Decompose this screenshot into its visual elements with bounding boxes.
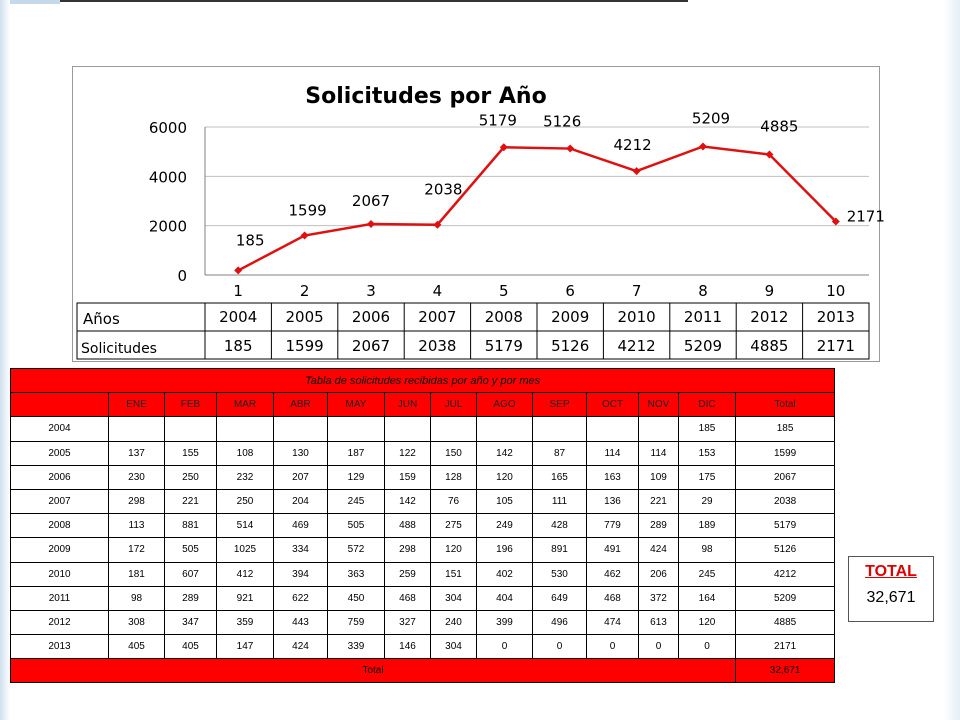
table-cell	[274, 417, 328, 441]
table-cell: 469	[274, 514, 328, 538]
x-tick-label: 10	[826, 282, 846, 300]
table-cell: 206	[639, 562, 679, 586]
column-header: DIC	[679, 393, 736, 417]
table-row	[11, 441, 835, 465]
table-cell: 0	[533, 635, 587, 659]
table-cell: 172	[109, 538, 165, 562]
data-label: 5209	[691, 109, 731, 128]
table-row	[11, 489, 835, 513]
column-header: ABR	[274, 393, 328, 417]
table-cell: 130	[274, 441, 328, 465]
table-cell: 76	[431, 489, 477, 513]
table-total-row	[11, 659, 835, 683]
table-cell: 372	[639, 586, 679, 610]
data-point	[699, 143, 707, 151]
table-cell: 187	[328, 441, 385, 465]
table-cell: 120	[431, 538, 477, 562]
table-cell: 189	[679, 514, 736, 538]
table-row	[11, 610, 835, 634]
table-header-row	[11, 393, 835, 417]
decorative-right-stripe	[944, 0, 960, 720]
data-table-value: 4212	[617, 337, 656, 355]
data-table-year: 2005	[285, 308, 324, 326]
table-cell: 122	[385, 441, 431, 465]
table-cell: 275	[431, 514, 477, 538]
table-cell	[587, 417, 639, 441]
table-cell: 196	[477, 538, 533, 562]
table-cell: 146	[385, 635, 431, 659]
table-cell: 245	[328, 489, 385, 513]
column-header	[11, 393, 109, 417]
table-cell: 289	[639, 514, 679, 538]
table-cell: 308	[109, 610, 165, 634]
table-cell: 496	[533, 610, 587, 634]
table-cell: 2007	[11, 489, 109, 513]
table-cell	[165, 417, 217, 441]
table-cell: 2013	[11, 635, 109, 659]
table-cell: 424	[274, 635, 328, 659]
table-cell: 185	[679, 417, 736, 441]
data-table-year: 2011	[683, 308, 723, 326]
data-table-value: 1599	[285, 337, 324, 355]
data-table-year: 2010	[617, 308, 656, 326]
data-table-value: 185	[223, 337, 253, 355]
table-cell: 4212	[736, 562, 835, 586]
table-row	[11, 586, 835, 610]
table-cell: 165	[533, 465, 587, 489]
column-header: NOV	[639, 393, 679, 417]
y-tick-label: 4000	[148, 168, 187, 187]
x-tick-label: 8	[698, 282, 708, 300]
data-table-year: 2006	[351, 308, 391, 326]
table-cell: 0	[477, 635, 533, 659]
table-cell: 572	[328, 538, 385, 562]
table-cell: 891	[533, 538, 587, 562]
table-cell: 359	[217, 610, 274, 634]
table-cell: 87	[533, 441, 587, 465]
table-cell: 2011	[11, 586, 109, 610]
column-header: OCT	[587, 393, 639, 417]
table-cell: 2005	[11, 441, 109, 465]
data-label: 2038	[424, 180, 463, 199]
table-row	[11, 562, 835, 586]
table-cell	[533, 417, 587, 441]
grand-total-box	[848, 556, 934, 622]
grand-total-value: 32,671	[866, 589, 916, 606]
table-cell: 468	[587, 586, 639, 610]
table-cell: 474	[587, 610, 639, 634]
table-cell: 779	[587, 514, 639, 538]
table-cell: 2009	[11, 538, 109, 562]
chart-panel	[72, 66, 885, 362]
table-cell: 304	[431, 635, 477, 659]
table-cell: 120	[477, 465, 533, 489]
table-cell: 488	[385, 514, 431, 538]
table-cell: 249	[477, 514, 533, 538]
table-cell: 259	[385, 562, 431, 586]
table-cell: 412	[217, 562, 274, 586]
table-cell: 137	[109, 441, 165, 465]
table-cell: 2038	[736, 489, 835, 513]
series-line	[235, 147, 836, 271]
column-header: AGO	[477, 393, 533, 417]
table-cell: 111	[533, 489, 587, 513]
table-cell: 514	[217, 514, 274, 538]
y-tick-label: 0	[177, 267, 187, 285]
table-cell: 530	[533, 562, 587, 586]
column-header: Total	[736, 393, 835, 417]
table-cell: 108	[217, 441, 274, 465]
table-cell: 151	[431, 562, 477, 586]
column-header: JUL	[431, 393, 477, 417]
x-tick-label: 3	[366, 282, 376, 300]
data-label: 4212	[613, 136, 652, 155]
table-cell	[385, 417, 431, 441]
data-table-value: 2171	[816, 337, 855, 355]
table-cell: 613	[639, 610, 679, 634]
table-cell: 98	[109, 586, 165, 610]
x-tick-label: 9	[764, 282, 775, 300]
column-header: MAY	[328, 393, 385, 417]
data-label: 2171	[846, 207, 885, 226]
table-cell: 114	[587, 441, 639, 465]
column-header: FEB	[165, 393, 217, 417]
table-cell: 150	[431, 441, 477, 465]
data-table-value: 5126	[551, 337, 590, 355]
table-cell: 29	[679, 489, 736, 513]
data-label: 4885	[760, 117, 799, 136]
chart-title: Solicitudes por Año	[305, 84, 547, 109]
x-tick-label: 1	[233, 282, 243, 300]
table-cell: 113	[109, 514, 165, 538]
data-table-year: 2009	[551, 308, 590, 326]
table-cell: 109	[639, 465, 679, 489]
table-cell: 204	[274, 489, 328, 513]
table-cell	[477, 417, 533, 441]
table-cell: 304	[431, 586, 477, 610]
table-cell: 450	[328, 586, 385, 610]
column-header: SEP	[533, 393, 587, 417]
table-cell: 0	[639, 635, 679, 659]
x-tick-label: 5	[499, 282, 509, 300]
table-cell: 181	[109, 562, 165, 586]
data-label: 1599	[288, 201, 327, 220]
table-cell: 221	[639, 489, 679, 513]
table-cell: 105	[477, 489, 533, 513]
line-chart	[73, 67, 885, 361]
table-cell: 250	[217, 489, 274, 513]
table-cell: 245	[679, 562, 736, 586]
table-cell: 155	[165, 441, 217, 465]
data-label: 5126	[543, 112, 582, 131]
x-tick-label: 6	[565, 282, 575, 300]
table-cell: 2006	[11, 465, 109, 489]
decorative-left-stripe	[0, 0, 10, 720]
x-tick-label: 2	[299, 282, 310, 300]
decorative-top-line	[60, 0, 688, 2]
data-label: 5179	[478, 111, 517, 130]
table-cell: 405	[109, 635, 165, 659]
table-cell: 147	[217, 635, 274, 659]
table-row	[11, 635, 835, 659]
table-cell: 2004	[11, 417, 109, 441]
table-cell: 1599	[736, 441, 835, 465]
table-cell: 128	[431, 465, 477, 489]
data-table-year: 2008	[484, 308, 523, 326]
table-cell: 153	[679, 441, 736, 465]
data-point	[633, 167, 641, 175]
table-cell: 232	[217, 465, 274, 489]
table-cell	[431, 417, 477, 441]
table-cell: 402	[477, 562, 533, 586]
table-cell: 347	[165, 610, 217, 634]
table-cell: 129	[328, 465, 385, 489]
column-header: JUN	[385, 393, 431, 417]
table-cell: 159	[385, 465, 431, 489]
table-cell: 163	[587, 465, 639, 489]
table-cell: 443	[274, 610, 328, 634]
table-row	[11, 514, 835, 538]
y-tick-label: 2000	[148, 217, 187, 236]
table-cell: 185	[736, 417, 835, 441]
table-cell: 98	[679, 538, 736, 562]
table-cell: 114	[639, 441, 679, 465]
table-cell: 505	[328, 514, 385, 538]
column-header: MAR	[217, 393, 274, 417]
table-cell: 334	[274, 538, 328, 562]
data-table-value: 2038	[418, 337, 457, 355]
data-table-year: 2004	[219, 308, 258, 326]
data-label: 185	[235, 231, 265, 250]
table-cell: 298	[385, 538, 431, 562]
table-row	[11, 417, 835, 441]
table-cell: 428	[533, 514, 587, 538]
data-table-value: 5179	[484, 337, 523, 355]
table-cell: 120	[679, 610, 736, 634]
table-cell: 881	[165, 514, 217, 538]
data-table-year: 2013	[816, 308, 855, 326]
grand-total-label: TOTAL	[865, 563, 917, 580]
table-cell	[109, 417, 165, 441]
table-title-row	[11, 369, 835, 393]
table-row	[11, 538, 835, 562]
table-cell: 468	[385, 586, 431, 610]
table-cell: 250	[165, 465, 217, 489]
table-cell: 2010	[11, 562, 109, 586]
table-cell: 175	[679, 465, 736, 489]
table-title: Tabla de solicitudes recibidas por año y por mes	[11, 369, 835, 393]
table-cell: 230	[109, 465, 165, 489]
table-cell: 921	[217, 586, 274, 610]
table-cell: 136	[587, 489, 639, 513]
table-cell: 5209	[736, 586, 835, 610]
y-tick-label: 6000	[148, 119, 187, 137]
table-cell: 491	[587, 538, 639, 562]
column-header: ENE	[109, 393, 165, 417]
table-cell: 424	[639, 538, 679, 562]
table-cell: 289	[165, 586, 217, 610]
table-cell: 207	[274, 465, 328, 489]
table-cell: 5179	[736, 514, 835, 538]
table-cell: 622	[274, 586, 328, 610]
table-cell: 221	[165, 489, 217, 513]
table-cell: 404	[477, 586, 533, 610]
table-cell: 142	[385, 489, 431, 513]
table-row	[11, 465, 835, 489]
table-cell: 164	[679, 586, 736, 610]
table-cell	[639, 417, 679, 441]
monthly-table-container	[10, 368, 834, 683]
data-table-year: 2012	[750, 308, 789, 326]
table-cell: 240	[431, 610, 477, 634]
table-cell: 505	[165, 538, 217, 562]
table-cell: 2008	[11, 514, 109, 538]
table-cell: 339	[328, 635, 385, 659]
data-table-row-label: Años	[83, 310, 120, 328]
data-table-value: 4885	[750, 337, 789, 355]
table-cell: 5126	[736, 538, 835, 562]
x-tick-label: 4	[432, 282, 443, 300]
table-cell: 142	[477, 441, 533, 465]
table-cell: 607	[165, 562, 217, 586]
table-cell: 2012	[11, 610, 109, 634]
data-table-value: 2067	[351, 337, 391, 355]
table-cell: 394	[274, 562, 328, 586]
table-cell: 363	[328, 562, 385, 586]
table-cell: 649	[533, 586, 587, 610]
table-cell: 4885	[736, 610, 835, 634]
data-point	[566, 145, 574, 153]
table-cell: 759	[328, 610, 385, 634]
table-total-label: Total	[11, 659, 736, 683]
monthly-requests-table	[10, 368, 835, 683]
data-table-value: 5209	[683, 337, 723, 355]
table-cell: 2067	[736, 465, 835, 489]
table-cell: 0	[587, 635, 639, 659]
table-cell	[217, 417, 274, 441]
table-cell: 1025	[217, 538, 274, 562]
table-cell: 2171	[736, 635, 835, 659]
table-cell: 298	[109, 489, 165, 513]
table-cell: 399	[477, 610, 533, 634]
table-cell: 405	[165, 635, 217, 659]
table-total-value: 32,671	[736, 659, 835, 683]
data-label: 2067	[351, 192, 391, 211]
table-cell	[328, 417, 385, 441]
table-cell: 327	[385, 610, 431, 634]
data-table-row-label: Solicitudes	[81, 341, 157, 357]
table-cell: 462	[587, 562, 639, 586]
data-point	[367, 220, 375, 228]
x-tick-label: 7	[631, 282, 642, 300]
data-table-year: 2007	[418, 308, 457, 326]
table-cell: 0	[679, 635, 736, 659]
